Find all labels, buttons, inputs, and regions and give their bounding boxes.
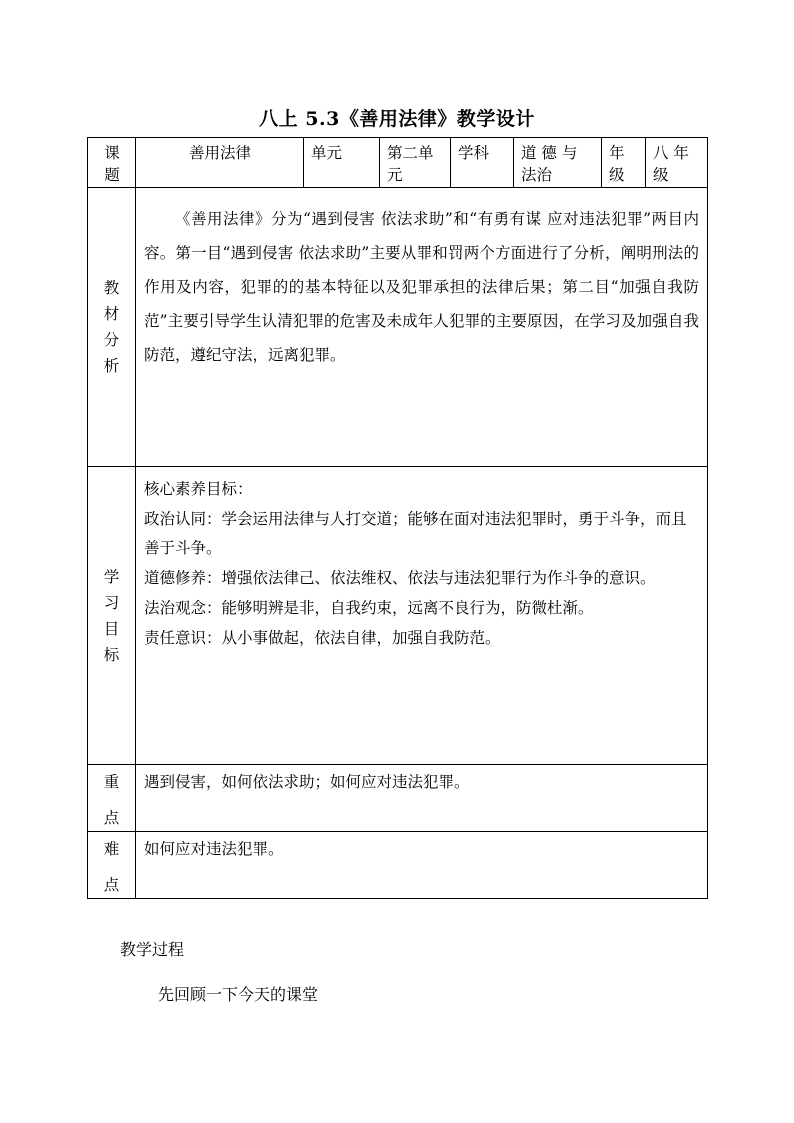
unit-value-line-1: 第二单 xyxy=(387,144,434,162)
key-points-row xyxy=(88,765,708,832)
subject-value-line-2: 法治 xyxy=(521,166,553,184)
analysis-label-char-3: 分 xyxy=(103,331,120,349)
process-heading: 教学过程 xyxy=(120,940,185,959)
grade-label-line-2: 级 xyxy=(609,166,625,184)
objectives-label-char-1: 学 xyxy=(103,567,120,586)
difficulties-label-cell xyxy=(88,832,136,899)
process-intro: 先回顾一下今天的课堂 xyxy=(158,985,319,1004)
objectives-heading: 核心素养目标： xyxy=(144,480,253,498)
difficulties-content-cell xyxy=(136,832,708,899)
analysis-label-char-1: 教 xyxy=(103,279,120,297)
objectives-label-char-3: 目 xyxy=(103,619,120,638)
objectives-label-char-4: 标 xyxy=(103,645,120,664)
analysis-content-cell xyxy=(136,188,708,467)
key-points-content-cell xyxy=(136,765,708,832)
unit-value-cell xyxy=(380,138,451,188)
grade-value-cell xyxy=(646,138,708,188)
topic-label-cell xyxy=(88,138,136,188)
grade-label-line-1: 年 xyxy=(609,144,625,162)
subject-label-cell xyxy=(451,138,514,188)
objectives-content-cell xyxy=(136,467,708,765)
difficulties-text: 如何应对违法犯罪。 xyxy=(144,840,284,858)
analysis-label-cell xyxy=(88,188,136,467)
header-row xyxy=(88,138,708,188)
objective-responsibility: 责任意识：从小事做起，依法自律，加强自我防范。 xyxy=(144,629,501,647)
document-title: 八上 5.3《善用法律》教学设计 xyxy=(259,108,535,130)
analysis-text: 《善用法律》分为“遇到侵害 依法求助”和“有勇有谋 应对违法犯罪”两目内容。第一目“遇到侵害 依法求助”主要从罪和罚两个方面进行了分析，阐明刑法的作用及内容，犯罪的的基本特征以及犯罪承担的法律后果；第二目“加强自我防范”主要引导学生认清犯罪的危害及未成年人犯罪的主要原因，在学习及加强自我防范，遵纪守法，远离犯罪。 xyxy=(144,210,699,364)
grade-value-line-1: 八 年 xyxy=(653,144,689,162)
objectives-label-cell xyxy=(88,467,136,765)
objective-moral: 道德修养：增强依法律己、依法维权、依法与违法犯罪行为作斗争的意识。 xyxy=(144,569,656,587)
lesson-plan-table xyxy=(87,137,708,899)
topic-value-cell xyxy=(136,138,304,188)
key-points-label-cell xyxy=(88,765,136,832)
subject-value-line-1: 道 德 与 xyxy=(521,144,578,162)
difficulties-label-char-2: 点 xyxy=(103,876,120,894)
unit-label-cell xyxy=(304,138,380,188)
key-points-label-char-2: 点 xyxy=(103,809,120,827)
grade-label-cell xyxy=(602,138,646,188)
unit-value-line-2: 元 xyxy=(387,166,403,184)
grade-value-line-2: 级 xyxy=(653,166,669,184)
analysis-row xyxy=(88,188,708,467)
difficulties-label-char-1: 难 xyxy=(103,840,120,858)
subject-value-cell xyxy=(514,138,602,188)
unit-label: 单元 xyxy=(311,144,343,162)
difficulties-row xyxy=(88,832,708,899)
key-points-text: 遇到侵害，如何依法求助；如何应对违法犯罪。 xyxy=(144,773,470,791)
objectives-label-char-2: 习 xyxy=(103,593,120,612)
objective-rule-of-law: 法治观念：能够明辨是非，自我约束，远离不良行为，防微杜渐。 xyxy=(144,599,594,617)
topic-label-line-2: 题 xyxy=(104,166,120,184)
objectives-row xyxy=(88,467,708,765)
subject-label: 学科 xyxy=(458,144,490,162)
analysis-label-char-4: 析 xyxy=(103,357,120,375)
analysis-label-char-2: 材 xyxy=(103,305,120,323)
topic-label-line-1: 课 xyxy=(104,144,120,162)
key-points-label-char-1: 重 xyxy=(103,773,120,791)
topic-value: 善用法律 xyxy=(188,144,251,162)
objective-political: 政治认同：学会运用法律与人打交道；能够在面对违法犯罪时，勇于斗争，而且善于斗争。 xyxy=(144,510,687,557)
